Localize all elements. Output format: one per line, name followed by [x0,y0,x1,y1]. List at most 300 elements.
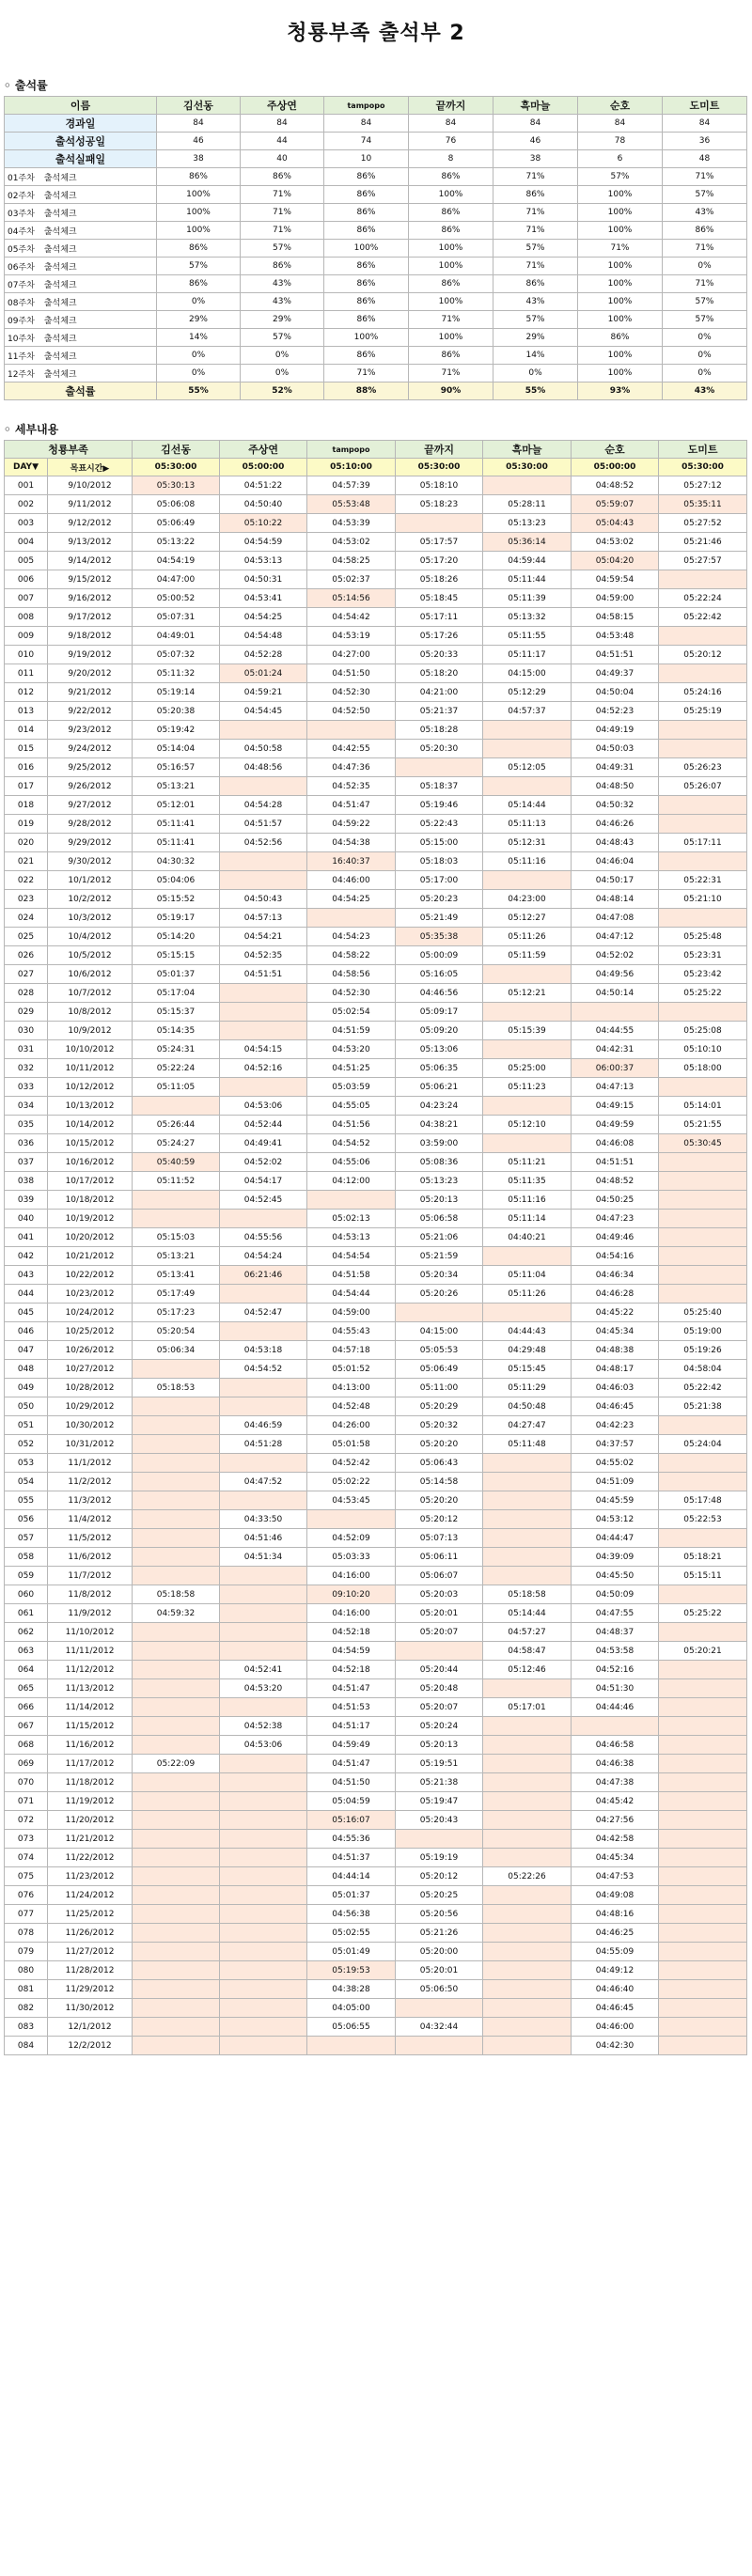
check-in-time [659,570,747,589]
check-in-time [220,1604,307,1623]
check-in-time: 04:47:08 [572,909,659,928]
check-in-time: 05:17:01 [483,1698,572,1717]
check-in-time [133,1210,220,1228]
check-in-time: 05:18:21 [659,1548,747,1567]
week-row [5,186,747,204]
stat-value: 84 [241,115,324,133]
check-in-time: 05:53:48 [307,495,396,514]
day-date: 10/1/2012 [48,871,133,890]
check-in-time [133,1980,220,1999]
section-label-detail: ◦ 세부내용 [4,423,59,436]
check-in-time: 04:51:51 [220,965,307,984]
check-in-time: 05:12:05 [483,758,572,777]
check-in-time: 04:47:36 [307,758,396,777]
check-in-time [220,1642,307,1661]
check-in-time [220,1078,307,1097]
day-index: 006 [5,570,48,589]
week-rate: 86% [663,222,747,240]
day-row [5,589,747,608]
check-in-time: 05:15:45 [483,1360,572,1379]
day-date: 9/13/2012 [48,533,133,552]
stat-value: 46 [494,133,578,150]
check-in-time: 05:23:42 [659,965,747,984]
day-date: 9/28/2012 [48,815,133,834]
day-row [5,890,747,909]
day-date: 10/3/2012 [48,909,133,928]
summary-stat-row [5,133,747,150]
check-in-time: 04:51:47 [307,796,396,815]
day-date: 11/7/2012 [48,1567,133,1585]
check-in-time [659,1473,747,1491]
day-row [5,1285,747,1304]
stat-value: 44 [241,133,324,150]
check-in-time [133,1473,220,1491]
week-rate: 100% [578,204,663,222]
week-rate: 100% [157,186,241,204]
check-in-time [659,1736,747,1755]
check-in-time: 05:00:09 [396,946,483,965]
week-check: 출석체크 [43,262,77,273]
check-in-time: 05:11:32 [133,664,220,683]
day-row [5,1755,747,1773]
member-header: 김선동 [133,441,220,459]
day-date: 10/31/2012 [48,1435,133,1454]
day-date: 9/26/2012 [48,777,133,796]
day-row [5,758,747,777]
check-in-time [659,1773,747,1792]
day-row [5,570,747,589]
target-time-row [5,459,747,476]
check-in-time: 04:21:00 [396,683,483,702]
day-index: 078 [5,1924,48,1943]
day-row [5,1642,747,1661]
day-index: 004 [5,533,48,552]
week-row [5,293,747,311]
week-rate: 57% [494,240,578,258]
check-in-time: 04:46:28 [572,1285,659,1304]
day-row [5,1661,747,1679]
day-row [5,1924,747,1943]
stat-value: 84 [494,115,578,133]
day-date: 9/10/2012 [48,476,133,495]
day-row [5,834,747,852]
day-index: 018 [5,796,48,815]
check-in-time: 04:48:16 [572,1905,659,1924]
check-in-time [483,1943,572,1961]
check-in-time: 05:24:16 [659,683,747,702]
check-in-time [220,1773,307,1792]
check-in-time: 04:49:37 [572,664,659,683]
day-date: 9/23/2012 [48,721,133,740]
check-in-time: 04:52:50 [307,702,396,721]
day-index: 015 [5,740,48,758]
check-in-time: 04:40:21 [483,1228,572,1247]
check-in-time: 05:06:21 [396,1078,483,1097]
check-in-time: 05:06:43 [396,1454,483,1473]
week-rate: 86% [241,258,324,275]
check-in-time: 05:19:51 [396,1755,483,1773]
day-index: 049 [5,1379,48,1397]
check-in-time: 04:46:56 [396,984,483,1003]
week-number: 10주차 [8,334,35,344]
check-in-time [659,2037,747,2055]
day-date: 9/27/2012 [48,796,133,815]
check-in-time: 05:06:50 [396,1980,483,1999]
check-in-time [220,1886,307,1905]
check-in-time [659,1943,747,1961]
check-in-time: 04:42:31 [572,1040,659,1059]
day-date: 10/23/2012 [48,1285,133,1304]
week-rate: 0% [663,347,747,365]
check-in-time: 04:46:45 [572,1397,659,1416]
week-rate: 0% [663,365,747,382]
check-in-time: 04:58:04 [659,1360,747,1379]
check-in-time: 05:20:56 [396,1905,483,1924]
check-in-time [659,1285,747,1304]
week-rate: 86% [578,329,663,347]
check-in-time [133,1867,220,1886]
day-date: 11/6/2012 [48,1548,133,1567]
week-rate: 43% [241,275,324,293]
check-in-time [659,1416,747,1435]
day-date: 10/20/2012 [48,1228,133,1247]
check-in-time: 05:20:07 [396,1623,483,1642]
day-index: 021 [5,852,48,871]
stat-value: 40 [241,150,324,168]
day-row [5,1416,747,1435]
check-in-time: 05:20:12 [396,1867,483,1886]
check-in-time: 04:44:47 [572,1529,659,1548]
check-in-time: 04:16:00 [307,1567,396,1585]
check-in-time: 04:53:13 [307,1228,396,1247]
member-header: 순호 [578,97,663,115]
week-check: 출석체크 [43,226,77,237]
week-rate: 86% [324,222,409,240]
attendance-summary-table [4,96,747,400]
check-in-time: 04:59:22 [307,815,396,834]
check-in-time: 04:54:52 [220,1360,307,1379]
check-in-time [659,2018,747,2037]
check-in-time: 05:02:22 [307,1473,396,1491]
day-index: 011 [5,664,48,683]
week-check: 출석체크 [43,334,77,344]
check-in-time: 05:15:39 [483,1022,572,1040]
check-in-time: 05:11:41 [133,815,220,834]
day-row [5,965,747,984]
day-index: 080 [5,1961,48,1980]
check-in-time: 04:53:13 [220,552,307,570]
check-in-time: 05:01:37 [133,965,220,984]
check-in-time [133,1792,220,1811]
week-rate: 100% [578,365,663,382]
day-index: 072 [5,1811,48,1830]
day-date: 10/25/2012 [48,1322,133,1341]
week-check: 출석체크 [43,173,77,183]
check-in-time: 04:53:48 [572,627,659,646]
week-rate: 100% [324,240,409,258]
check-in-time: 05:19:17 [133,909,220,928]
check-in-time: 04:30:32 [133,852,220,871]
check-in-time: 05:27:12 [659,476,747,495]
check-in-time [659,1924,747,1943]
check-in-time: 05:25:22 [659,1604,747,1623]
check-in-time: 04:46:38 [572,1755,659,1773]
day-row [5,1980,747,1999]
week-rate: 100% [409,240,494,258]
check-in-time: 05:12:21 [483,984,572,1003]
week-rate: 57% [663,186,747,204]
check-in-time: 05:26:23 [659,758,747,777]
check-in-time: 05:06:07 [396,1567,483,1585]
check-in-time: 05:18:28 [396,721,483,740]
check-in-time: 04:59:32 [133,1604,220,1623]
day-row [5,1773,747,1792]
stat-value: 74 [324,133,409,150]
check-in-time: 05:21:49 [396,909,483,928]
check-in-time [133,1849,220,1867]
member-header: 순호 [572,441,659,459]
day-index: 034 [5,1097,48,1116]
check-in-time [483,777,572,796]
week-row [5,275,747,293]
check-in-time: 05:14:35 [133,1022,220,1040]
check-in-time [133,1097,220,1116]
check-in-time: 04:49:01 [133,627,220,646]
check-in-time: 05:15:15 [133,946,220,965]
check-in-time: 04:42:23 [572,1416,659,1435]
day-index: 044 [5,1285,48,1304]
day-index: 066 [5,1698,48,1717]
day-index: 060 [5,1585,48,1604]
check-in-time: 05:15:37 [133,1003,220,1022]
week-check: 출석체크 [43,316,77,326]
check-in-time: 04:55:43 [307,1322,396,1341]
check-in-time: 05:05:53 [396,1341,483,1360]
day-date: 10/14/2012 [48,1116,133,1134]
week-rate: 0% [241,347,324,365]
check-in-time: 04:51:09 [572,1473,659,1491]
check-in-time: 04:46:08 [572,1134,659,1153]
check-in-time: 05:15:00 [396,834,483,852]
check-in-time: 05:36:14 [483,533,572,552]
day-row [5,1153,747,1172]
check-in-time: 04:47:13 [572,1078,659,1097]
week-number: 11주차 [8,351,35,362]
check-in-time [659,1228,747,1247]
check-in-time: 04:23:24 [396,1097,483,1116]
check-in-time [483,740,572,758]
check-in-time: 04:52:56 [220,834,307,852]
check-in-time: 04:39:09 [572,1548,659,1567]
check-in-time: 04:45:22 [572,1304,659,1322]
check-in-time: 05:01:37 [307,1886,396,1905]
day-date: 10/2/2012 [48,890,133,909]
check-in-time [483,1905,572,1924]
week-rate: 100% [578,347,663,365]
day-date: 10/26/2012 [48,1341,133,1360]
check-in-time [483,1980,572,1999]
day-row [5,646,747,664]
rate-value: 90% [409,382,494,400]
check-in-time: 05:20:12 [396,1510,483,1529]
check-in-time: 05:11:26 [483,928,572,946]
member-header: 흑마늘 [494,97,578,115]
check-in-time: 04:52:02 [572,946,659,965]
check-in-time: 04:32:44 [396,2018,483,2037]
week-label [5,258,157,275]
check-in-time [133,1924,220,1943]
week-rate: 86% [324,293,409,311]
check-in-time [659,796,747,815]
check-in-time: 05:17:57 [396,533,483,552]
check-in-time: 04:44:14 [307,1867,396,1886]
check-in-time: 05:17:20 [396,552,483,570]
check-in-time [133,1943,220,1961]
check-in-time: 05:06:11 [396,1548,483,1567]
check-in-time [133,1510,220,1529]
check-in-time: 05:12:46 [483,1661,572,1679]
check-in-time: 04:44:46 [572,1698,659,1717]
check-in-time: 05:18:58 [133,1585,220,1604]
check-in-time: 05:13:23 [483,514,572,533]
check-in-time [659,1172,747,1191]
stat-label: 출석성공일 [5,133,157,150]
day-row [5,1097,747,1116]
week-label [5,204,157,222]
day-index: 023 [5,890,48,909]
day-index: 077 [5,1905,48,1924]
check-in-time [220,852,307,871]
check-in-time: 05:06:49 [133,514,220,533]
day-index: 053 [5,1454,48,1473]
week-label [5,311,157,329]
check-in-time: 04:54:52 [307,1134,396,1153]
check-in-time: 04:52:30 [307,683,396,702]
week-row [5,222,747,240]
day-date: 10/16/2012 [48,1153,133,1172]
check-in-time: 05:12:10 [483,1116,572,1134]
check-in-time [483,1304,572,1322]
day-date: 11/27/2012 [48,1943,133,1961]
check-in-time: 04:54:38 [307,834,396,852]
day-date: 11/19/2012 [48,1792,133,1811]
check-in-time: 05:18:37 [396,777,483,796]
stat-value: 84 [409,115,494,133]
day-row [5,1679,747,1698]
check-in-time [483,1040,572,1059]
check-in-time: 04:16:00 [307,1604,396,1623]
check-in-time [483,721,572,740]
day-date: 11/9/2012 [48,1604,133,1623]
check-in-time: 04:48:17 [572,1360,659,1379]
check-in-time: 09:10:20 [307,1585,396,1604]
week-rate: 71% [241,222,324,240]
check-in-time: 05:01:58 [307,1435,396,1454]
check-in-time: 04:52:28 [220,646,307,664]
week-number: 04주차 [8,226,35,237]
member-header: 흑마늘 [483,441,572,459]
check-in-time: 04:51:34 [220,1548,307,1567]
check-in-time: 04:55:56 [220,1228,307,1247]
check-in-time [659,852,747,871]
check-in-time: 05:21:59 [396,1247,483,1266]
check-in-time [659,815,747,834]
day-index: 046 [5,1322,48,1341]
check-in-time: 05:07:32 [133,646,220,664]
day-date: 9/17/2012 [48,608,133,627]
check-in-time [220,777,307,796]
check-in-time [133,1435,220,1454]
check-in-time [220,1285,307,1304]
check-in-time: 04:54:16 [572,1247,659,1266]
day-row [5,928,747,946]
rate-row [5,382,747,400]
section-label-attendance: ◦ 출석률 [4,79,48,92]
check-in-time: 04:54:59 [220,533,307,552]
day-index: 067 [5,1717,48,1736]
day-index: 009 [5,627,48,646]
week-rate: 71% [409,311,494,329]
check-in-time: 05:06:55 [307,2018,396,2037]
week-number: 01주차 [8,173,35,183]
check-in-time: 04:45:59 [572,1491,659,1510]
check-in-time: 05:20:23 [396,890,483,909]
check-in-time [220,1867,307,1886]
rate-label: 출석률 [5,382,157,400]
day-date: 11/11/2012 [48,1642,133,1661]
check-in-time: 04:58:15 [572,608,659,627]
day-date: 12/2/2012 [48,2037,133,2055]
day-row [5,1341,747,1360]
week-rate: 86% [324,275,409,293]
check-in-time: 04:50:43 [220,890,307,909]
check-in-time: 04:46:58 [572,1736,659,1755]
week-rate: 86% [157,168,241,186]
check-in-time: 04:59:49 [307,1736,396,1755]
name-header: 이름 [5,97,157,115]
check-in-time: 04:29:48 [483,1341,572,1360]
check-in-time: 05:19:53 [307,1961,396,1980]
check-in-time [483,1717,572,1736]
check-in-time: 05:13:23 [396,1172,483,1191]
check-in-time: 04:51:59 [307,1022,396,1040]
check-in-time: 04:46:00 [307,871,396,890]
day-row [5,1379,747,1397]
check-in-time: 05:20:29 [396,1397,483,1416]
check-in-time: 04:51:53 [307,1698,396,1717]
summary-stat-row [5,115,747,133]
check-in-time: 04:51:51 [572,1153,659,1172]
check-in-time: 04:48:43 [572,834,659,852]
day-row [5,1999,747,2018]
check-in-time: 05:25:00 [483,1059,572,1078]
check-in-time [483,871,572,890]
check-in-time: 05:01:52 [307,1360,396,1379]
check-in-time: 04:57:39 [307,476,396,495]
check-in-time: 05:19:14 [133,683,220,702]
week-rate: 57% [241,240,324,258]
week-rate: 14% [157,329,241,347]
day-date: 10/19/2012 [48,1210,133,1228]
check-in-time [483,1961,572,1980]
day-row [5,1567,747,1585]
check-in-time: 04:53:18 [220,1341,307,1360]
check-in-time: 05:20:44 [396,1661,483,1679]
check-in-time: 05:20:38 [133,702,220,721]
check-in-time: 05:13:22 [133,533,220,552]
stat-value: 36 [663,133,747,150]
day-row [5,984,747,1003]
